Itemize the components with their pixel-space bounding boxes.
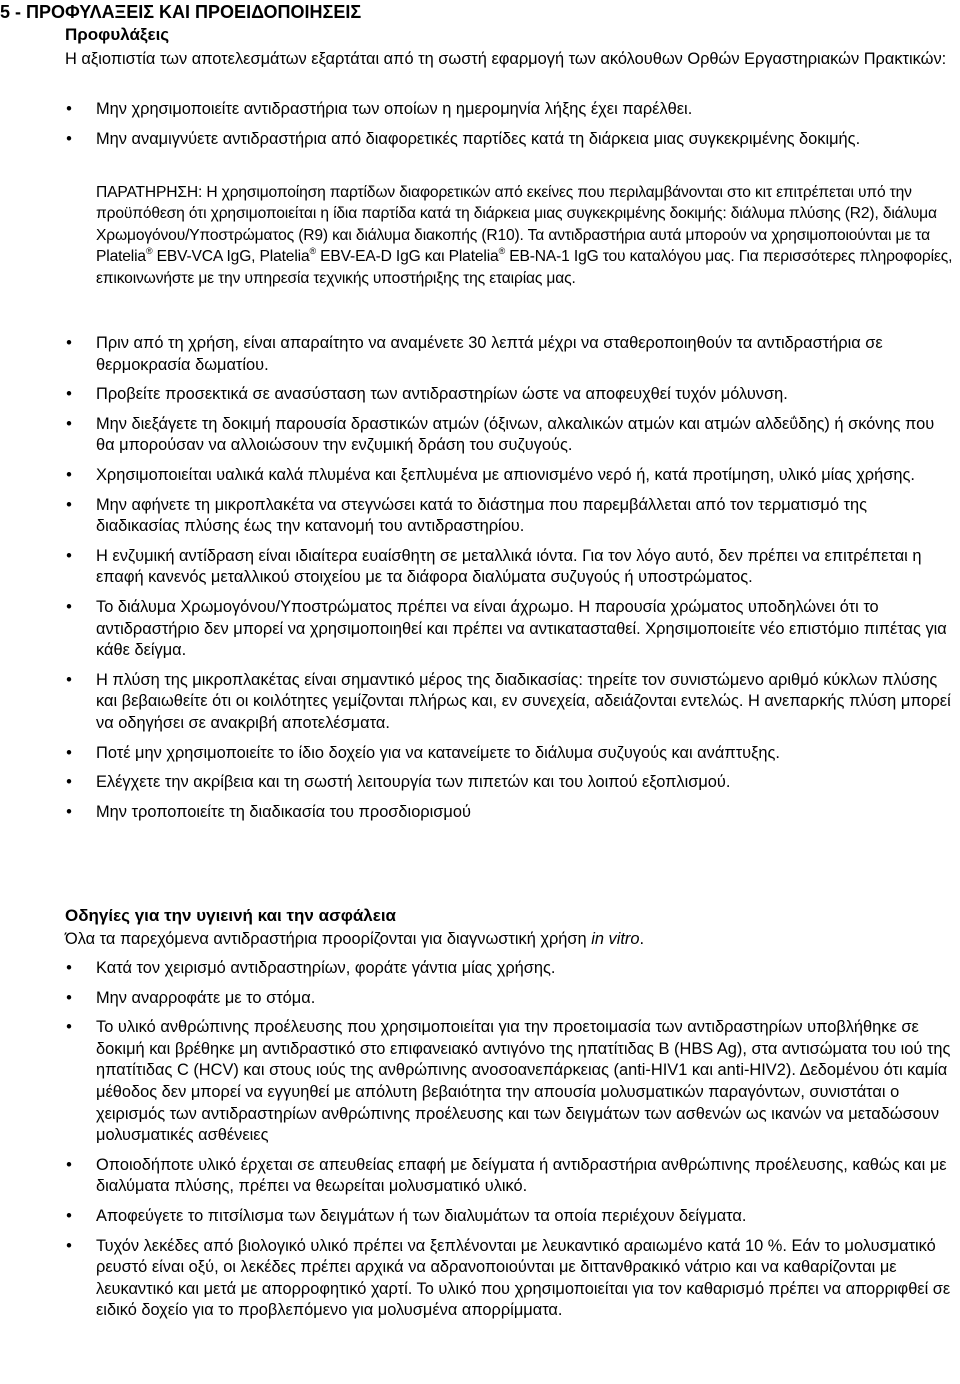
- list-item: [0, 670, 960, 735]
- note-text: EBV-EA-D IgG και Platelia: [315, 248, 499, 266]
- bullet-icon: •: [66, 1155, 72, 1174]
- list-item: [0, 333, 960, 376]
- bullet-icon: •: [66, 597, 72, 616]
- list-item-text: Μην τροποποιείτε τη διαδικασία του προσδιορισμού: [96, 802, 471, 821]
- list-item-text: Οποιοδήποτε υλικό έρχεται σε απευθείας επαφή με δείγματα ή αντιδραστήρια ανθρώπινης προέλευσης, καθώς και με διαλύματα πλύσης, πρέπει να θεωρείται μολυσματικό υλικό.: [96, 1155, 947, 1196]
- bullet-icon: •: [66, 129, 72, 148]
- bullet-icon: •: [66, 495, 72, 514]
- registered-mark: ®: [498, 246, 506, 257]
- note-paragraph: [96, 182, 956, 289]
- list-item: [0, 129, 960, 151]
- list-item: [0, 1155, 960, 1198]
- list-item-text: Μην αναμιγνύετε αντιδραστήρια από διαφορετικές παρτίδες κατά τη διάρκεια μιας συγκεκριμένης δοκιμής.: [96, 129, 861, 148]
- list-item-text: Μην διεξάγετε τη δοκιμή παρουσία δραστικών ατμών (όξινων, αλκαλικών ατμών και ατμών αλδεΰδης) ή σκόνης που θα μπορούσαν να αλλοιώσουν την ενζυμική δράση του συζυγούς.: [96, 414, 935, 455]
- list-item: [0, 597, 960, 662]
- registered-mark: ®: [145, 246, 153, 257]
- list-item-text: Προβείτε προσεκτικά σε ανασύσταση των αντιδραστηρίων ώστε να αποφευχθεί τυχόν μόλυνση.: [96, 385, 788, 404]
- bullet-icon: •: [66, 802, 72, 821]
- list-item-text: Η ενζυμική αντίδραση είναι ιδιαίτερα ευαίσθητη σε μεταλλικά ιόντα. Για τον λόγο αυτό, δεν πρέπει να επιτρέπεται η επαφή κανενός μεταλλικού στοιχείου με τα διάφορα διαλύματα συζυγούς ή υποστρώματος.: [96, 546, 922, 587]
- note-text: EBV-VCA IgG, Platelia: [152, 248, 310, 266]
- list-item-text: Το υλικό ανθρώπινης προέλευσης που χρησιμοποιείται για την προετοιμασία των αντιδραστηρίων υποβλήθηκε σε δοκιμή και βρέθηκε μη αντιδραστικό στο επιφανειακό αντιγόνο της ηπατίτιδας B (HBS Ag), στα αντισώματα του ιού της ηπατίτιδας C (HCV) και στους ιούς της ανθρώπινης ανοσοανεπάρκειας (anti-HIV1 και anti-HIV2). Δεδομένου ότι καμία μέθοδος δεν μπορεί να εγγυηθεί με απόλυτη βεβαιότητα την απουσία μολυσματικών παραγόντων, συνιστάται ο χειρισμός των αντιδραστηρίων ανθρώπινης προέλευσης και των δειγμάτων των ασθενών ως ικανών να μεταδώσουν μολυσματικές ασθένειες: [96, 1018, 951, 1145]
- list-item: [0, 1017, 960, 1147]
- section-heading: 5 - ΠΡΟΦΥΛΑΞΕΙΣ ΚΑΙ ΠΡΟΕΙΔΟΠΟΙΗΣΕΙΣ: [0, 2, 362, 22]
- list-item-text: Τυχόν λεκέδες από βιολογικό υλικό πρέπει να ξεπλένονται με λευκαντικό αραιωμένο κατά 10 %. Εάν το μολυσματικό ρευστό είναι οξύ, οι λεκέδες πρέπει αρχικά να αδρανοποιούνται με διττανθρακικό νάτριο και να καθαρίζονται με λευκαντικό και μετά με απορροφητικό χαρτί. Το υλικό που χρησιμοποιείται για τον καθαρισμό πρέπει να απορριφθεί σε ειδικό δοχείο για το προβλεπόμενο για μολυσμένα απορρίμματα.: [96, 1236, 951, 1320]
- precautions-title: Προφυλάξεις: [65, 25, 170, 44]
- note-text: ΠΑΡΑΤΗΡΗΣΗ: Η χρησιμοποίηση παρτίδων διαφορετικών από εκείνες που περιλαμβάνονται στο κιτ επιτρέπεται υπό την προϋπόθεση ότι χρησιμοποιείται η ίδια παρτίδα κατά τη διάρκεια μιας συγκεκριμένης δοκιμής: διάλυμα πλύσης (R2), διάλυμα Χρωμογόνου/Υποστρώματος (R9) και διάλυμα διακοπής (R10). Τα αντιδραστήρια αυτά μπορούν να χρησιμοποιούνται με τα Platelia: [96, 184, 937, 266]
- safety-list: [0, 958, 960, 1330]
- list-item-text: Μην χρησιμοποιείτε αντιδραστήρια των οποίων η ημερομηνία λήξης έχει παρέλθει.: [96, 100, 693, 118]
- bullet-icon: •: [66, 465, 72, 484]
- bullet-icon: •: [66, 546, 72, 565]
- list-item: [0, 958, 960, 980]
- safety-intro-end: .: [639, 930, 645, 948]
- list-item: [0, 465, 960, 487]
- list-item-text: Ελέγχετε την ακρίβεια και τη σωστή λειτουργία των πιπετών και του λοιπού εξοπλισμού.: [96, 773, 731, 792]
- bullet-icon: •: [66, 670, 72, 689]
- list-item-text: Ποτέ μην χρησιμοποιείτε το ίδιο δοχείο για να κατανείμετε το διάλυμα συζυγούς και ανάπτυξης.: [96, 743, 780, 762]
- list-item-text: Μην αναρροφάτε με το στόμα.: [96, 988, 316, 1007]
- safety-title: Οδηγίες για την υγιεινή και την ασφάλεια: [65, 906, 397, 925]
- bullet-icon: •: [66, 1018, 72, 1037]
- safety-intro-text: Όλα τα παρεχόμενα αντιδραστήρια προορίζονται για διαγνωστική χρήση: [65, 930, 592, 948]
- list-item: [0, 1206, 960, 1228]
- list-item: [0, 414, 960, 457]
- list-item-text: Μην αφήνετε τη μικροπλακέτα να στεγνώσει κατά το διάστημα που παρεμβάλλεται από τον τερματισμό της διαδικασίας πλύσης έως την κατανομή του αντιδραστηρίου.: [96, 495, 867, 536]
- bullet-icon: •: [66, 1206, 72, 1225]
- list-item: [0, 495, 960, 538]
- list-item-text: Χρησιμοποιείται υαλικά καλά πλυμένα και ξεπλυμένα με απιονισμένο νερό ή, κατά προτίμηση, υλικό μίας χρήσης.: [96, 465, 915, 484]
- list-item-text: Η πλύση της μικροπλακέτας είναι σημαντικό μέρος της διαδικασίας: τηρείτε τον συνιστώμενο αριθμό κύκλων πλύσης και βεβαιωθείτε ότι οι κοιλότητες γεμίζονται πλήρως και, εν συνεχεία, αδειάζονται εντελώς. Η ανεπαρκής πλύση μπορεί να οδηγήσει σε ανακριβή αποτελέσματα.: [96, 670, 951, 732]
- list-item: [0, 99, 960, 121]
- list-item: [0, 743, 960, 765]
- list-item: [0, 802, 960, 824]
- bullet-icon: •: [66, 414, 72, 433]
- list-item: [0, 772, 960, 794]
- list-item: [0, 988, 960, 1010]
- safety-intro-italic: in vitro: [591, 930, 640, 948]
- bullet-icon: •: [66, 988, 72, 1007]
- list-item: [0, 384, 960, 406]
- bullet-icon: •: [66, 334, 72, 352]
- bullet-icon: •: [66, 1236, 72, 1255]
- list-item-text: Αποφεύγετε το πιτσίλισμα των δειγμάτων ή των διαλυμάτων τα οποία περιέχουν δείγματα.: [96, 1206, 747, 1225]
- bullet-icon: •: [66, 773, 72, 792]
- safety-intro: [65, 929, 955, 951]
- precautions-top-list: [0, 99, 960, 158]
- bullet-icon: •: [66, 959, 72, 977]
- note-text: EB-NA-1 IgG του καταλόγου μας.: [505, 248, 735, 266]
- registered-mark: ®: [309, 246, 316, 257]
- list-item: [0, 546, 960, 589]
- list-item-text: Κατά τον χειρισμό αντιδραστηρίων, φοράτε γάντια μίας χρήσης.: [96, 959, 556, 977]
- list-item-text: Το διάλυμα Χρωμογόνου/Υποστρώματος πρέπει να είναι άχρωμο. Η παρουσία χρώματος υποδηλώνει ότι το αντιδραστήριο δεν μπορεί να χρησιμοποιηθεί και πρέπει να αντικατασταθεί. Χρησιμοποιείτε νέο επιστόμιο πιπέτας για κάθε δείγμα.: [96, 597, 947, 660]
- list-item-text: Πριν από τη χρήση, είναι απαραίτητο να αναμένετε 30 λεπτά μέχρι να σταθεροποιηθούν τα αντιδραστήρια σε θερμοκρασία δωματίου.: [96, 334, 883, 374]
- note-text: Για περισσότερες πληροφορίες, επικοινωνήστε με την υπηρεσία τεχνικής υποστήριξης της εταιρίας μας.: [96, 248, 953, 287]
- precautions-list: [0, 333, 960, 831]
- precautions-intro: Η αξιοπιστία των αποτελεσμάτων εξαρτάται από τη σωστή εφαρμογή των ακόλουθων Ορθών Εργαστηριακών Πρακτικών:: [65, 50, 947, 68]
- bullet-icon: •: [66, 100, 72, 118]
- list-item: [0, 1236, 960, 1322]
- bullet-icon: •: [66, 385, 72, 404]
- bullet-icon: •: [66, 743, 72, 762]
